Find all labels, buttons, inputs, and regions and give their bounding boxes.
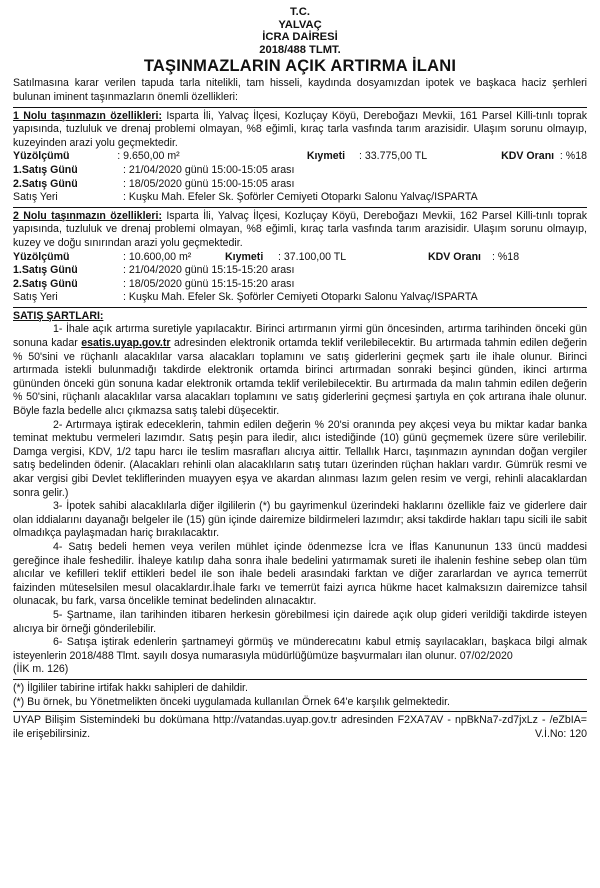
- property-1-sale-1: 1.Satış Günü : 21/04/2020 günü 15:00-15:05 arası: [13, 163, 295, 176]
- term-6: 6- Satışa iştirak edenlerin şartnameyi görmüş ve münderecatını kabul etmiş sayılacakları, başkaca bilgi almak isteyenlerin 2018/488 Tlmt. sayılı dosya numarasıyla müdürlüğümüze başvurmaları ilan olunur. 07/02/2020: [13, 636, 587, 662]
- property-1-place: Satış Yeri : Kuşku Mah. Efeler Sk. Şoförler Cemiyeti Otoparkı Salonu Yalvaç/ISPARTA: [13, 191, 478, 204]
- footer-text: UYAP Bilişim Sistemindeki bu dokümana http://vatandas.uyap.gov.tr adresinden F2XA7AV - npBkNa7-zd7jxLz - /eZbIA= ile erişebilirsiniz.: [13, 714, 587, 740]
- term-2: 2- Artırmaya iştirak edeceklerin, tahmin edilen değerin % 20'si oranında pey akçesi veya bu miktar kadar banka teminat mektubu vermeleri lazımdır. Satış peşin para iledir, alıcı istediğinde (10) günü geçmemek üzere süre verilebilir. Damga vergisi, KDV, 1/2 tapu harcı ile teslim masrafları alıcıya aittir. Tellallık Harcı, taşınmazın aynından doğan vergiler satış bedelinden ödenir. (Alacakları rehinli olan alacaklıların satış tutarı üzerinden rüçhan hakları vardır. Gümrük resmi ve akar vergisi gibi Devlet tekliflerinden muayyen eşya ve akardan alınması lazım gelen resim ve vergi, rehinli alacaklardan sonra gelir.): [13, 418, 587, 499]
- property-2-description: 2 Nolu taşınmazın özellikleri: Isparta İli, Yalvaç İlçesi, Kozluçay Köyü, Dereboğazı Mevkii, 162 Parsel Killi-tınlı toprak yapısında, tuzluluk ve drenaj problemi olmayan, %8 eğimli, kıraç tarla vasfında tarım arazisidir. Ulaşım sorunu olmayıp, kuzey ve doğu sınırından arazi yolu geçmektedir.: [13, 209, 587, 249]
- header-office: İCRA DAİRESİ: [262, 31, 338, 44]
- divider: [13, 307, 587, 308]
- divider: [13, 679, 587, 680]
- note-1: (*) İlgililer tabirine irtifak hakkı sahipleri de dahildir.: [13, 681, 248, 694]
- property-2-area: : 10.600,00 m²: [123, 250, 192, 263]
- footer-code: V.İ.No: 120: [534, 727, 587, 740]
- property-2-value: : 37.100,00 TL: [278, 250, 347, 263]
- header-file-no: 2018/488 TLMT.: [259, 43, 341, 56]
- property-2-values: Yüzölçümü : 10.600,00 m² Kıymeti : 37.100,00 TL KDV Oranı : %18: [13, 250, 520, 263]
- property-1-label: 1 Nolu taşınmazın özellikleri:: [13, 109, 163, 122]
- term-4: 4- Satış bedeli hemen veya verilen mühlet içinde ödenmezse İcra ve İflas Kanununun 133 üncü maddesi gereğince ihale feshedilir. İhaleye katılıp daha sonra ihale bedelini yatırmamak sureti ile ihalenin feshine sebep olan tüm alıcılar ve kefilleri teklif ettikleri bedel ile son ihale bedeli arasındaki farktan ve diğer zararlardan ve ayrıca temerrüt faizinden müteselsilen mesul olacaklardır.İhale farkı ve temerrüt faizi ayrıca hükme hacet kalmaksızın dairemizce tahsil olunacak, bu fark, varsa öncelikle teminat bedelinden alınacaktır.: [13, 540, 587, 608]
- property-1-kdv: : %18: [559, 150, 587, 163]
- intro-text: Satılmasına karar verilen tapuda tarla nitelikli, tam hisseli, kaydında dosyamızdan ipotek ve başkaca haciz şerhleri bulunan iminent taşınmazların önemli özellikleri:: [13, 77, 587, 103]
- property-1-sale-2: 2.Satış Günü : 18/05/2020 günü 15:00-15:05 arası: [13, 177, 295, 190]
- law-reference: (İİK m. 126): [13, 663, 69, 676]
- term-1: 1- İhale açık artırma suretiyle yapılacaktır. Birinci artırmanın yirmi gün öncesinden, artırma tarihinden önceki gün sonuna kadar esatis.uyap.gov.tr adresinden elektronik ortamda teklif verilebilecektir. Bu artırmada tahmin edilen değerin % 50'sini ve rüçhanlı alacaklılar varsa alacakları toplamını ve satış giderlerini geçmek şartı ile ihale olunur. Birinci artırmada istekli bulunmadığı takdirde elektronik ortamda birinci artırmadan sonraki beşinci günden, ikinci artırma gününden önceki gün sonuna kadar elektronik ortamda teklif verilebilecektir. Bu artırmada da malın tahmin edilen değerin % 50'sini, rüçhanlı alacaklılar varsa alacakları toplamını ve satış giderlerini geçmesi şartıyla en çok artırana ihale olunur. Böyle fazla bedelle alıcı çıkmazsa satış talebi düşecektir.: [13, 323, 587, 418]
- divider: [13, 107, 587, 108]
- terms-heading: SATIŞ ŞARTLARI:: [13, 309, 104, 322]
- property-1-value: : 33.775,00 TL: [358, 150, 428, 163]
- divider: [13, 207, 587, 208]
- property-2-place: Satış Yeri : Kuşku Mah. Efeler Sk. Şoförler Cemiyeti Otoparkı Salonu Yalvaç/ISPARTA: [13, 291, 478, 304]
- header-town: YALVAÇ: [278, 18, 322, 31]
- term-5: 5- Şartname, ilan tarihinden itibaren herkesin görebilmesi için dairede açık olup gideri verildiği takdirde isteyen alıcıya bir örneği gönderilebilir.: [13, 608, 587, 635]
- property-2-kdv: : %18: [492, 250, 520, 263]
- property-1-description: 1 Nolu taşınmazın özellikleri: Isparta İli, Yalvaç İlçesi, Kozluçay Köyü, Dereboğazı Mevkii, 161 Parsel Killi-tınlı toprak yapısında, tuzluluk ve drenaj problemi olmayan, %8 eğimli, kıraç tarla vasfında tarım arazisidir. Ulaşım sorunu olmayıp, kuzeyinden arazi yolu geçmektedir.: [13, 109, 587, 149]
- property-2-label: 2 Nolu taşınmazın özellikleri:: [13, 209, 163, 222]
- divider: [13, 711, 587, 712]
- notice-page: [13, 0, 587, 741]
- notice-title: TAŞINMAZLARIN AÇIK ARTIRMA İLANI: [143, 57, 457, 76]
- header-tc: T.C.: [290, 6, 310, 18]
- property-1-area: : 9.650,00 m²: [117, 150, 180, 163]
- esatis-link[interactable]: esatis.uyap.gov.tr: [81, 337, 171, 350]
- term-3: 3- İpotek sahibi alacaklılarla diğer ilgililerin (*) bu gayrimenkul üzerindeki haklarını özellikle faiz ve giderlere dair olan iddialarını dayanağı belgeler ile (15) gün içinde dairemize bildirmeleri lazımdır; aksi takdirde hakları tapu sicili ile sabit olmadıkça paylaşmadan hariç bırakılacaktır.: [13, 500, 587, 540]
- property-2-sale-2: 2.Satış Günü : 18/05/2020 günü 15:15-15:20 arası: [13, 277, 295, 290]
- property-2-sale-1: 1.Satış Günü : 21/04/2020 günü 15:15-15:20 arası: [13, 264, 295, 277]
- note-2: (*) Bu örnek, bu Yönetmelikten önceki uygulamada kullanılan Örnek 64'e karşılık gelmektedir.: [13, 695, 450, 708]
- property-1-values: Yüzölçümü : 9.650,00 m² Kıymeti : 33.775,00 TL KDV Oranı : %18: [13, 150, 587, 163]
